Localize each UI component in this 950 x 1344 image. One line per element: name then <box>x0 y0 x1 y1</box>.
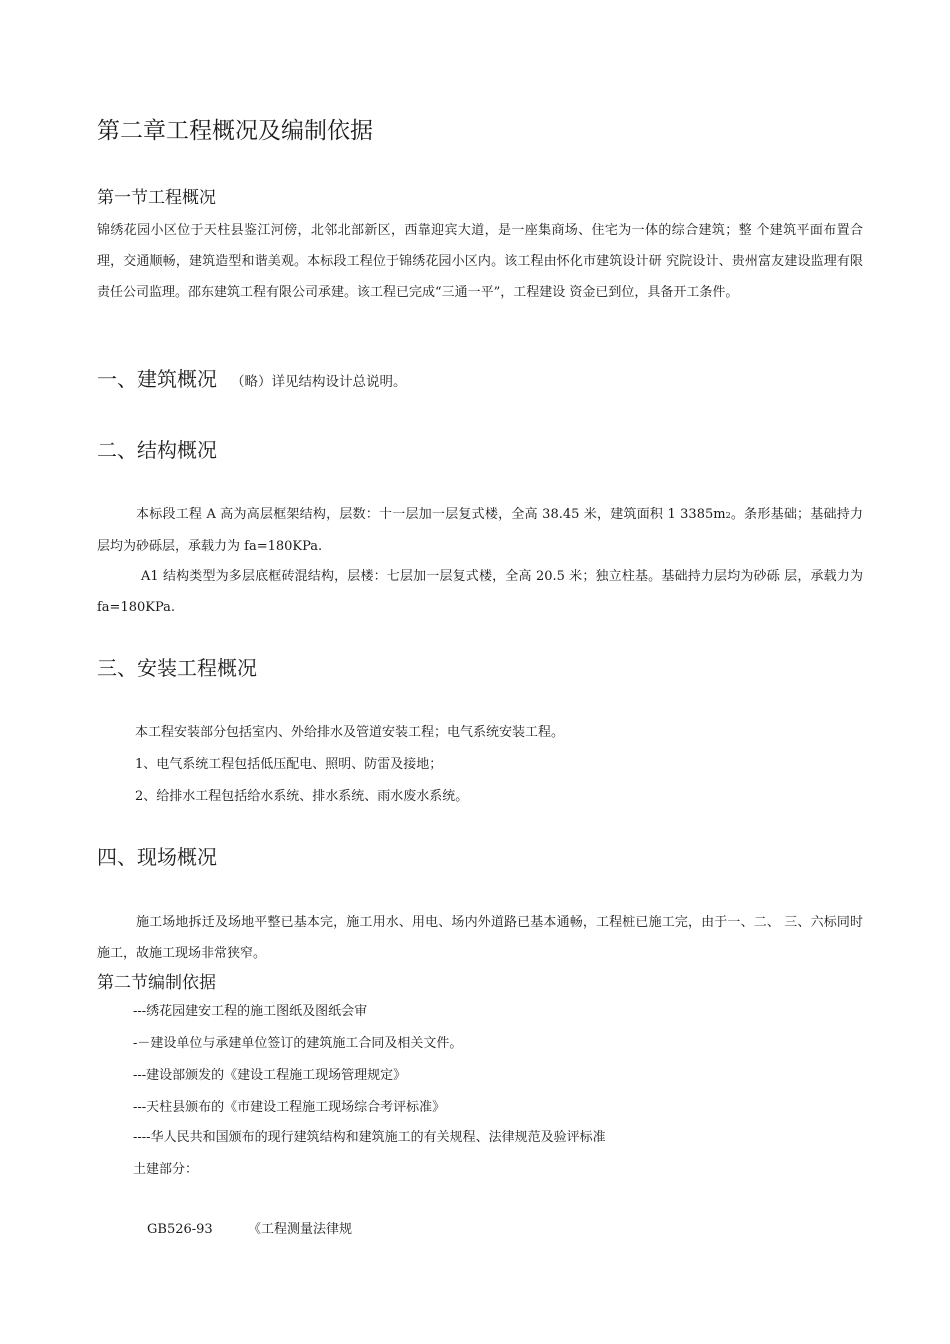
heading-architecture-note: （略）详见结构设计总说明。 <box>231 374 407 390</box>
installation-line-3: 2、给排水工程包括给水系统、排水系统、雨水废水系统。 <box>135 789 469 804</box>
basis-item-4: ---天柱县颁布的《市建设工程施工现场综合考评标准》 <box>133 1100 446 1115</box>
structure-paragraph-a1: A1 结构类型为多层底框砖混结构，层楼：七层加一层复式楼，全高 20.5 米；独立柱基。基础持力层均为砂砾 层，承载力为 fa=180KPa. <box>97 569 863 615</box>
chapter-title: 第二章工程概况及编制依据 <box>97 118 373 144</box>
heading-site: 四、现场概况 <box>97 845 217 869</box>
site-paragraph: 施工场地拆迁及场地平整已基本完，施工用水、用电、场内外道路已基本通畅，工程桩已施工完，由于一、二、 三、六标同时施工，故施工现场非常狭窄。 <box>97 915 863 961</box>
heading-installation: 三、安装工程概况 <box>97 656 257 680</box>
basis-item-2: -－建设单位与承建单位签订的建筑施工合同及相关文件。 <box>133 1036 463 1051</box>
structure-text-b: 。条形基础；基础持力层均为砂砾层，承载力为 fa=180KPa. <box>97 507 863 554</box>
heading-structure: 二、结构概况 <box>97 438 217 462</box>
heading-architecture <box>97 366 407 395</box>
structure-text-a: 本标段工程 A 高为高层框架结构，层数：十一层加一层复式楼，全高 38.45 米，建筑面积 1 3385m <box>136 507 726 522</box>
installation-line-2: 1、电气系统工程包括低压配电、照明、防雷及接地； <box>135 757 443 772</box>
area-unit-superscript: 2 <box>725 511 731 520</box>
section-title-overview: 第一节工程概况 <box>97 188 216 208</box>
heading-architecture-title: 一、建筑概况 <box>97 367 217 391</box>
section-title-basis: 第二节编制依据 <box>97 973 216 993</box>
installation-line-1: 本工程安装部分包括室内、外给排水及管道安装工程；电气系统安装工程。 <box>135 725 565 740</box>
standard-code: GB526-93 <box>147 1222 213 1237</box>
standard-name: 《工程测量法律规 <box>248 1222 353 1237</box>
structure-paragraph-a <box>97 499 863 562</box>
basis-item-5: ----华人民共和国颁布的现行建筑结构和建筑施工的有关规程、法律规范及验评标准 <box>133 1130 606 1145</box>
basis-item-1: ---绣花园建安工程的施工图纸及图纸会审 <box>133 1004 368 1019</box>
overview-paragraph: 锦绣花园小区位于天柱县鉴江河傍，北邻北部新区，西靠迎宾大道，是一座集商场、住宅为一体的综合建筑；整 个建筑平面布置合理，交通顺畅，建筑造型和谐美观。本标段工程位于锦绣花园小区内。该工程由怀化市建筑设计研 究院设计、贵州富友建设监理有限责任公司监理。邵东建筑工程有限公司承建。该工程已完成“三通一平”，工程建设 资金已到位，具备开工条件。 <box>97 223 863 300</box>
basis-item-3: ---建设部颁发的《建设工程施工现场管理规定》 <box>133 1068 407 1083</box>
civil-works-label: 土建部分： <box>133 1162 199 1177</box>
